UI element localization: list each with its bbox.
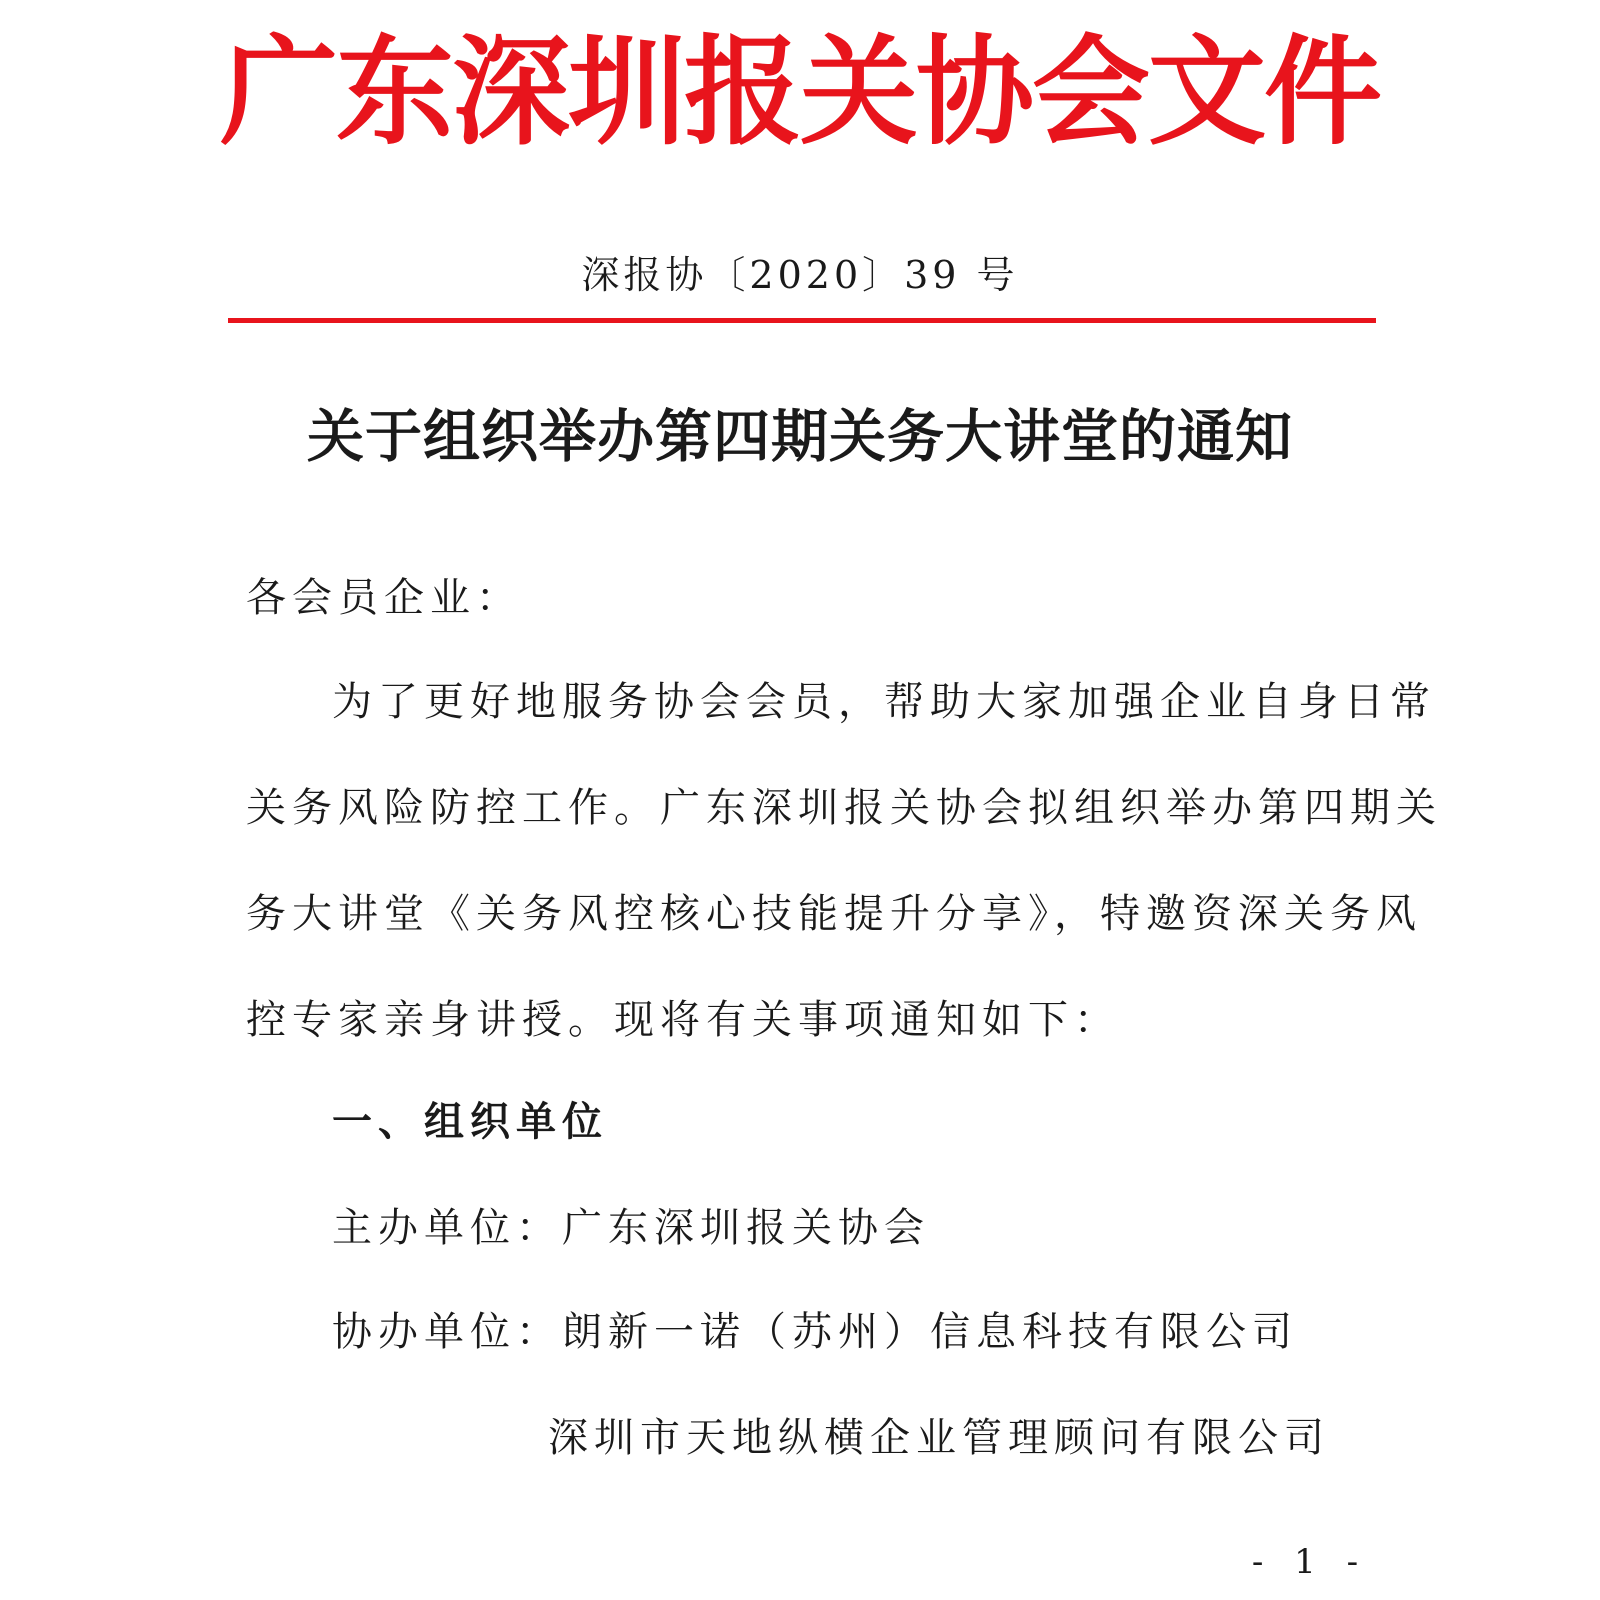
host-organization: 主办单位：广东深圳报关协会 [332,1205,930,1251]
paragraph-line-3: 务大讲堂《关务风控核心技能提升分享》，特邀资深关务风 [246,891,1422,937]
document-number: 深报协〔2020〕39 号 [581,253,1019,297]
notice-title: 关于组织举办第四期关务大讲堂的通知 [307,403,1293,470]
section-heading-organizers: 一、组织单位 [332,1099,608,1145]
salutation: 各会员企业： [246,575,522,621]
paragraph-line-2: 关务风险防控工作。广东深圳报关协会拟组织举办第四期关 [246,785,1442,831]
masthead-title: 广东深圳报关协会文件 [219,23,1380,161]
red-divider-line [228,318,1376,323]
co-organizer-2: 深圳市天地纵横企业管理顾问有限公司 [548,1415,1330,1461]
paragraph-line-1: 为了更好地服务协会会员，帮助大家加强企业自身日常 [332,679,1436,725]
paragraph-line-4: 控专家亲身讲授。现将有关事项通知如下： [246,997,1120,1043]
co-organizer-1: 协办单位：朗新一诺（苏州）信息科技有限公司 [332,1309,1298,1355]
page-number: - 1 - [1251,1542,1369,1582]
